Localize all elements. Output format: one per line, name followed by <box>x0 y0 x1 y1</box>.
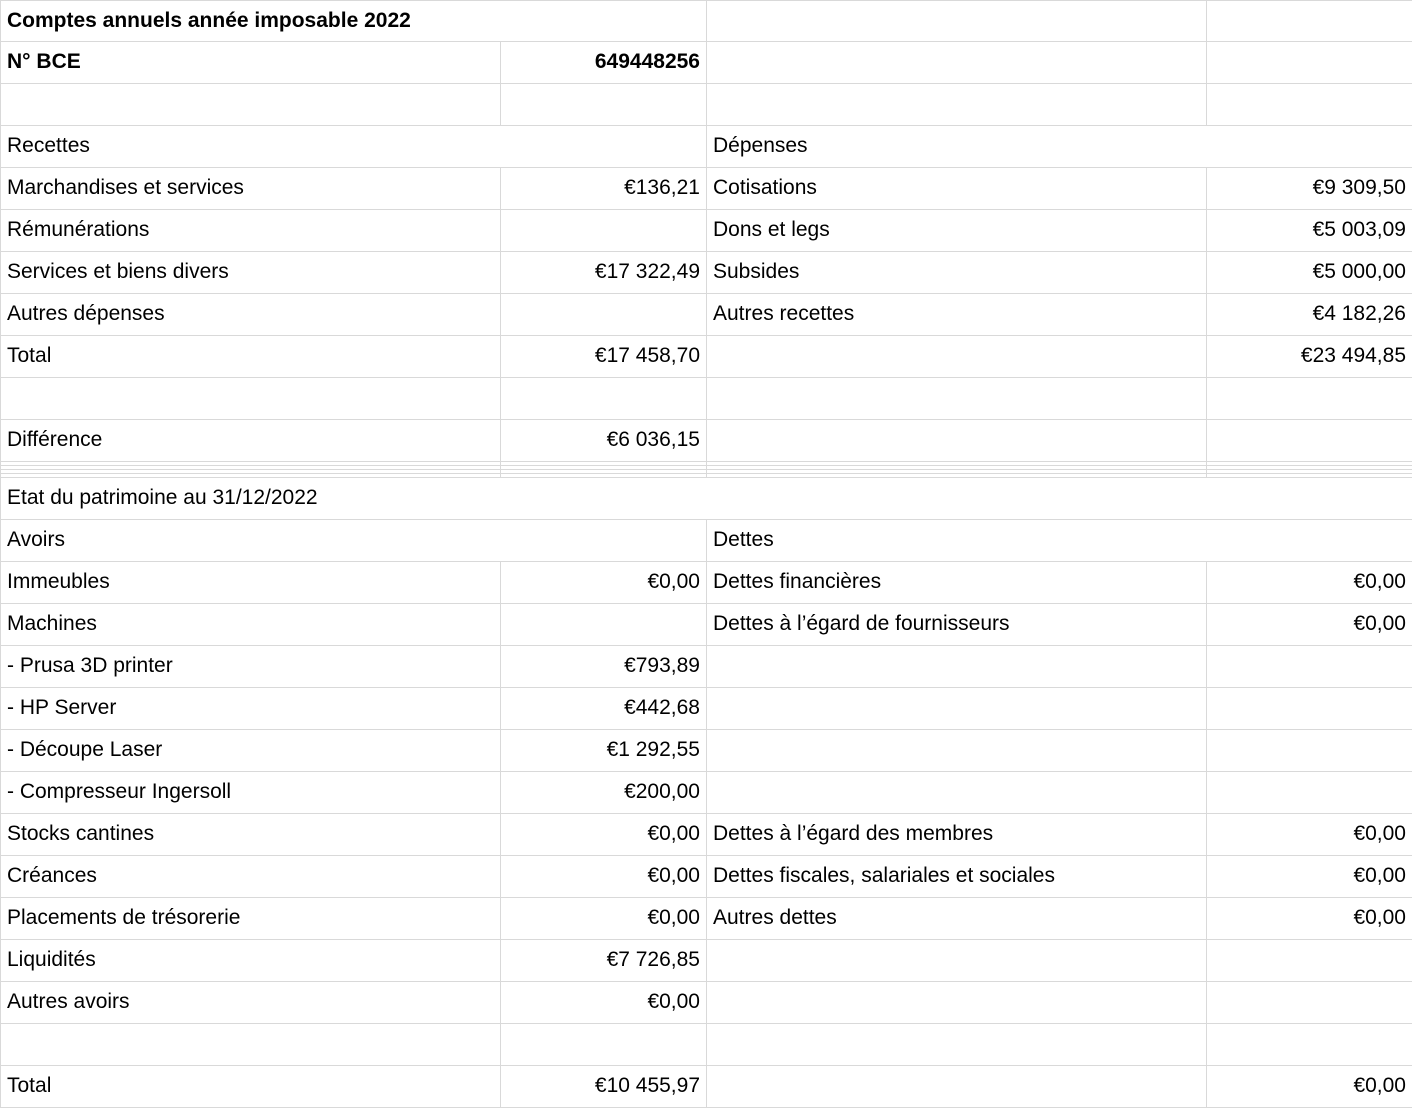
document-title: Comptes annuels année imposable 2022 <box>1 1 707 42</box>
balance-right-label <box>707 772 1207 814</box>
depenses-header: Dépenses <box>707 126 1412 168</box>
difference-label: Différence <box>1 420 501 462</box>
balance-row <box>1 940 1412 982</box>
balance-left-label: Liquidités <box>1 940 501 982</box>
income-left-amount <box>501 294 707 336</box>
empty-cell <box>707 378 1207 420</box>
income-right-label: Subsides <box>707 252 1207 294</box>
balance-left-amount: €0,00 <box>501 562 707 604</box>
balance-total-right-amount: €0,00 <box>1207 1066 1412 1108</box>
income-left-label: Marchandises et services <box>1 168 501 210</box>
income-left-label: Services et biens divers <box>1 252 501 294</box>
balance-left-label: Stocks cantines <box>1 814 501 856</box>
income-right-label: Cotisations <box>707 168 1207 210</box>
balance-left-label: Créances <box>1 856 501 898</box>
balance-row <box>1 1024 1412 1066</box>
empty-cell <box>1207 420 1412 462</box>
balance-right-amount <box>1207 688 1412 730</box>
balance-right-label <box>707 1024 1207 1066</box>
difference-row <box>1 420 1412 462</box>
empty-cell <box>707 420 1207 462</box>
balance-left-label: Immeubles <box>1 562 501 604</box>
balance-row <box>1 898 1412 940</box>
dettes-header: Dettes <box>707 520 1412 562</box>
balance-left-amount: €0,00 <box>501 898 707 940</box>
income-row <box>1 252 1412 294</box>
bce-value: 649448256 <box>501 42 707 84</box>
income-left-label: Rémunérations <box>1 210 501 252</box>
balance-right-label <box>707 688 1207 730</box>
balance-left-label <box>1 1024 501 1066</box>
balance-left-amount: €1 292,55 <box>501 730 707 772</box>
balance-right-amount <box>1207 772 1412 814</box>
balance-left-label: Autres avoirs <box>1 982 501 1024</box>
empty-cell <box>501 84 707 126</box>
income-right-amount: €4 182,26 <box>1207 294 1412 336</box>
empty-row-after-bce <box>1 84 1412 126</box>
income-right-amount: €5 000,00 <box>1207 252 1412 294</box>
balance-left-amount: €200,00 <box>501 772 707 814</box>
balance-row <box>1 982 1412 1024</box>
income-total-left-label: Total <box>1 336 501 378</box>
income-row <box>1 168 1412 210</box>
balance-total-right-label <box>707 1066 1207 1108</box>
balance-right-amount <box>1207 940 1412 982</box>
empty-cell <box>1207 84 1412 126</box>
income-header-row <box>1 126 1412 168</box>
avoirs-header: Avoirs <box>1 520 707 562</box>
empty-cell <box>1 378 501 420</box>
balance-left-label: - Compresseur Ingersoll <box>1 772 501 814</box>
income-total-left-amount: €17 458,70 <box>501 336 707 378</box>
balance-right-amount: €0,00 <box>1207 814 1412 856</box>
balance-total-left-label: Total <box>1 1066 501 1108</box>
balance-total-row <box>1 1066 1412 1108</box>
balance-left-amount: €0,00 <box>501 814 707 856</box>
income-total-row <box>1 336 1412 378</box>
balance-left-amount <box>501 1024 707 1066</box>
difference-amount: €6 036,15 <box>501 420 707 462</box>
income-right-label: Dons et legs <box>707 210 1207 252</box>
balance-left-label: - Découpe Laser <box>1 730 501 772</box>
balance-right-amount <box>1207 982 1412 1024</box>
balance-right-amount: €0,00 <box>1207 856 1412 898</box>
balance-left-label: - HP Server <box>1 688 501 730</box>
balance-right-amount <box>1207 646 1412 688</box>
balance-left-amount <box>501 604 707 646</box>
title-row-empty-c4 <box>1207 1 1412 42</box>
balance-section-title-row <box>1 478 1412 520</box>
income-row <box>1 294 1412 336</box>
balance-right-amount <box>1207 730 1412 772</box>
balance-left-label: Placements de trésorerie <box>1 898 501 940</box>
empty-row-after-income-total <box>1 378 1412 420</box>
balance-left-amount: €0,00 <box>501 982 707 1024</box>
balance-left-amount: €7 726,85 <box>501 940 707 982</box>
balance-row <box>1 730 1412 772</box>
income-left-amount <box>501 210 707 252</box>
balance-left-amount: €793,89 <box>501 646 707 688</box>
income-total-right-amount: €23 494,85 <box>1207 336 1412 378</box>
empty-cell <box>501 378 707 420</box>
income-right-amount: €9 309,50 <box>1207 168 1412 210</box>
balance-row <box>1 772 1412 814</box>
balance-right-amount: €0,00 <box>1207 604 1412 646</box>
income-total-right-label <box>707 336 1207 378</box>
balance-right-label <box>707 646 1207 688</box>
balance-right-amount <box>1207 1024 1412 1066</box>
balance-left-amount: €0,00 <box>501 856 707 898</box>
balance-row <box>1 814 1412 856</box>
title-row-empty-c3 <box>707 1 1207 42</box>
balance-right-amount: €0,00 <box>1207 898 1412 940</box>
balance-row <box>1 856 1412 898</box>
balance-right-amount: €0,00 <box>1207 562 1412 604</box>
balance-right-label <box>707 730 1207 772</box>
income-left-amount: €136,21 <box>501 168 707 210</box>
balance-right-label: Autres dettes <box>707 898 1207 940</box>
balance-section-title: Etat du patrimoine au 31/12/2022 <box>1 478 1412 520</box>
balance-right-label <box>707 982 1207 1024</box>
title-row <box>1 1 1412 42</box>
balance-right-label <box>707 940 1207 982</box>
bce-row <box>1 42 1412 84</box>
bce-label: N° BCE <box>1 42 501 84</box>
empty-cell <box>1207 378 1412 420</box>
balance-right-label: Dettes fiscales, salariales et sociales <box>707 856 1207 898</box>
balance-row <box>1 646 1412 688</box>
income-right-label: Autres recettes <box>707 294 1207 336</box>
bce-row-empty-c3 <box>707 42 1207 84</box>
income-row <box>1 210 1412 252</box>
income-left-amount: €17 322,49 <box>501 252 707 294</box>
balance-right-label: Dettes à l’égard de fournisseurs <box>707 604 1207 646</box>
income-right-amount: €5 003,09 <box>1207 210 1412 252</box>
empty-cell <box>707 84 1207 126</box>
balance-right-label: Dettes à l’égard des membres <box>707 814 1207 856</box>
recettes-header: Recettes <box>1 126 707 168</box>
bce-row-empty-c4 <box>1207 42 1412 84</box>
balance-total-left-amount: €10 455,97 <box>501 1066 707 1108</box>
balance-header-row <box>1 520 1412 562</box>
income-left-label: Autres dépenses <box>1 294 501 336</box>
balance-right-label: Dettes financières <box>707 562 1207 604</box>
balance-row <box>1 562 1412 604</box>
balance-row <box>1 604 1412 646</box>
empty-cell <box>1 84 501 126</box>
balance-left-amount: €442,68 <box>501 688 707 730</box>
balance-left-label: Machines <box>1 604 501 646</box>
balance-left-label: - Prusa 3D printer <box>1 646 501 688</box>
balance-row <box>1 688 1412 730</box>
